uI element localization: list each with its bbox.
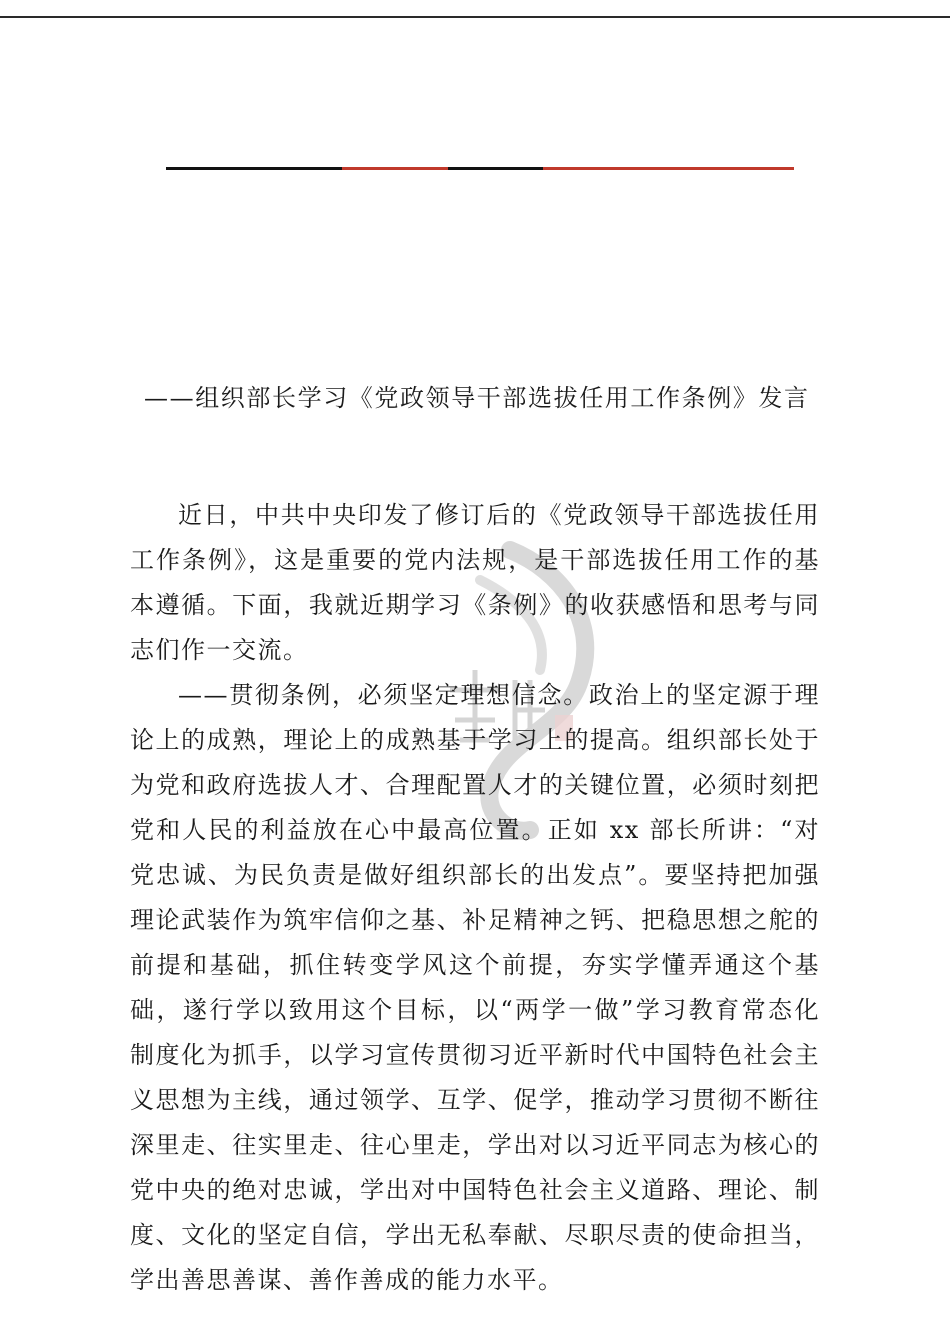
header-bar-segment	[342, 167, 448, 170]
header-bar-segment	[543, 167, 794, 170]
header-bar-segment	[448, 167, 543, 170]
top-rule	[0, 16, 950, 18]
header-bar-segment	[166, 167, 342, 170]
document-subtitle: ——组织部长学习《党政领导干部选拔任用工作条例》发言	[144, 384, 810, 412]
paragraph-ideals: ——贯彻条例，必须坚定理想信念。政治上的坚定源于理论上的成熟，理论上的成熟基于学习上的提高。组织部长处于为党和政府选拔人才、合理配置人才的关键位置，必须时刻把党和人民的利益放在心中最高位置。正如 xx 部长所讲：“对党忠诚、为民负责是做好组织部长的出发点”。要坚持把加强理论武装作为筑牢信仰之基、补足精神之钙、把稳思想之舵的前提和基础，抓住转变学风这个前提，夯实学懂弄通这个基础，遂行学以致用这个目标，以“两学一做”学习教育常态化制度化为抓手，以学习宣传贯彻习近平新时代中国特色社会主义思想为主线，通过领学、互学、促学，推动学习贯彻不断往深里走、往实里走、往心里走，学出对以习近平同志为核心的党中央的绝对忠诚，学出对中国特色社会主义道路、理论、制度、文化的坚定自信，学出无私奉献、尽职尽责的使命担当，学出善思善谋、善作善成的能力水平。	[130, 681, 820, 1294]
header-decorative-bar	[166, 167, 794, 170]
paragraph-intro: 近日，中共中央印发了修订后的《党政领导干部选拔任用工作条例》，这是重要的党内法规，是干部选拔任用工作的基本遵循。下面，我就近期学习《条例》的收获感悟和思考与同志们作一交流。	[130, 501, 820, 664]
document-body	[130, 493, 820, 1303]
